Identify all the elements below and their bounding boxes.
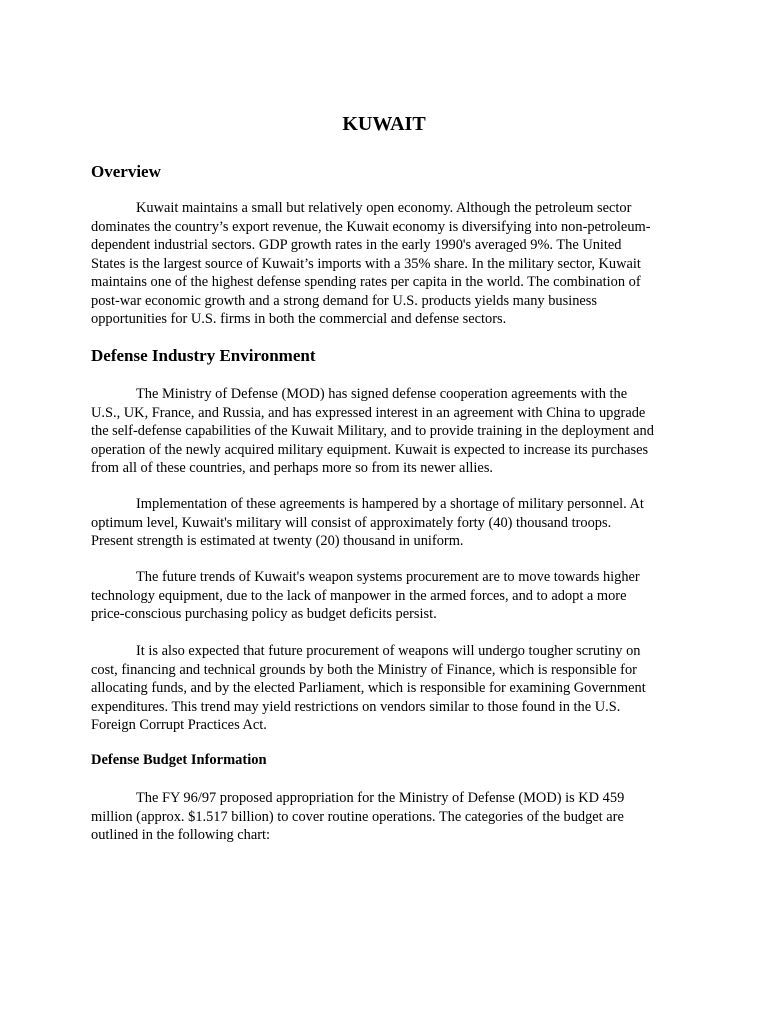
paragraph-line: million (approx. $1.517 billion) to cover routine operations. The categories of the budget are: [91, 808, 624, 825]
paragraph-line: the self-defense capabilities of the Kuwait Military, and to provide training in the deployment and: [91, 423, 654, 439]
paragraph-line: Foreign Corrupt Practices Act.: [91, 717, 267, 733]
budget-heading: Defense Budget Information: [91, 752, 267, 768]
paragraph-line: U.S., UK, France, and Russia, and has expressed interest in an agreement with China to upgrade: [91, 404, 646, 421]
paragraph-line: technology equipment, due to the lack of manpower in the armed forces, and to adopt a more: [91, 587, 627, 604]
paragraph-line: maintains one of the highest defense spending rates per capita in the world. The combination of: [91, 274, 641, 290]
paragraph-line: allocating funds, and by the elected Parliament, which is responsible for examining Government: [91, 680, 646, 696]
defense-industry-paragraph-1: [91, 385, 691, 478]
paragraph-line: dominates the country’s export revenue, the Kuwait economy is diversifying into non-petroleum-: [91, 218, 651, 235]
defense-industry-paragraph-4: [91, 642, 691, 735]
page-title: KUWAIT: [342, 113, 426, 135]
paragraph-line: opportunities for U.S. firms in both the commercial and defense sectors.: [91, 311, 507, 327]
overview-paragraph: [91, 199, 691, 329]
paragraph-line: The Ministry of Defense (MOD) has signed defense cooperation agreements with the: [136, 386, 628, 402]
paragraph-line: optimum level, Kuwait's military will consist of approximately forty (40) thousand troops.: [91, 514, 612, 531]
paragraph-line: cost, financing and technical grounds by both the Ministry of Finance, which is responsible for: [91, 661, 637, 678]
paragraph-line: post-war economic growth and a strong demand for U.S. products yields many business: [91, 292, 597, 309]
paragraph-line: The FY 96/97 proposed appropriation for the Ministry of Defense (MOD) is KD 459: [136, 790, 625, 806]
paragraph-line: Present strength is estimated at twenty (20) thousand in uniform.: [91, 533, 464, 549]
paragraph-line: price-conscious purchasing policy as budget deficits persist.: [91, 606, 437, 622]
paragraph-line: The future trends of Kuwait's weapon systems procurement are to move towards higher: [136, 569, 640, 585]
paragraph-line: States is the largest source of Kuwait’s imports with a 35% share. In the military sector, Kuwait: [91, 255, 641, 272]
paragraph-line: outlined in the following chart:: [91, 827, 271, 843]
paragraph-line: Kuwait maintains a small but relatively open economy. Although the petroleum sector: [136, 200, 632, 216]
paragraph-line: expenditures. This trend may yield restrictions on vendors similar to those found in the U.S.: [91, 698, 621, 715]
paragraph-line: It is also expected that future procurement of weapons will undergo tougher scrutiny on: [136, 643, 641, 659]
budget-paragraph: [91, 789, 691, 845]
defense-industry-heading: Defense Industry Environment: [91, 346, 316, 365]
overview-heading: Overview: [91, 162, 161, 181]
defense-industry-paragraph-3: [91, 568, 691, 624]
paragraph-line: from all of these countries, and perhaps more so from its newer allies.: [91, 460, 494, 476]
defense-industry-paragraph-2: [91, 495, 691, 551]
paragraph-line: operation of the newly acquired military equipment. Kuwait is expected to increase its purchases: [91, 441, 649, 458]
paragraph-line: dependent industrial sectors. GDP growth rates in the early 1990's averaged 9%. The United: [91, 237, 622, 253]
paragraph-line: Implementation of these agreements is hampered by a shortage of military personnel. At: [136, 496, 644, 512]
